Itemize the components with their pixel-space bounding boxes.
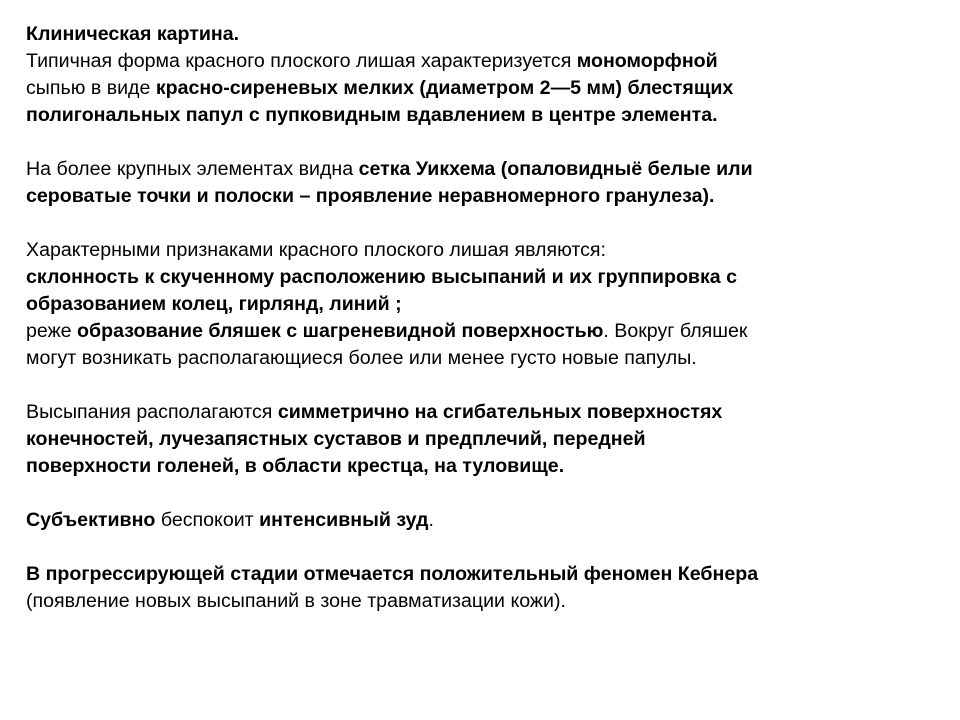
text-run: сыпью в виде [26, 77, 156, 99]
slide-content [26, 21, 926, 615]
paragraph-1-line-1 [26, 48, 926, 75]
text-run: На более крупных элементах видна [26, 158, 359, 180]
paragraph-4-line-2 [26, 426, 926, 453]
heading-text: Клиническая картина. [26, 23, 240, 45]
text-run: . Вокруг бляшек [603, 320, 748, 342]
paragraph-gap [26, 129, 926, 156]
paragraph-gap [26, 534, 926, 561]
bold-run: склонность к скученному расположению высыпаний и их группировка с [26, 266, 737, 288]
bold-run: поверхности голеней, в области крестца, на туловище. [26, 455, 565, 477]
text-run: Характерными признаками красного плоского лишая являются: [26, 239, 606, 261]
text-run: Типичная форма красного плоского лишая характеризуется [26, 50, 577, 72]
paragraph-5-line-1 [26, 507, 926, 534]
bold-run: образование бляшек с шагреневидной поверхностью [77, 320, 604, 342]
bold-run: сероватые точки и полоски – проявление неравномерного гранулеза). [26, 185, 715, 207]
paragraph-gap [26, 480, 926, 507]
paragraph-2-line-1 [26, 156, 926, 183]
paragraph-1-line-3 [26, 102, 926, 129]
bold-run: красно-сиреневых мелких (диаметром 2—5 мм) блестящих [155, 77, 734, 99]
bold-run: образованием колец, гирлянд, линий ; [26, 293, 402, 315]
bold-run: интенсивный зуд [259, 509, 429, 531]
paragraph-4-line-3 [26, 453, 926, 480]
paragraph-3-line-1 [26, 237, 926, 264]
bold-run: полигональных папул с пупковидным вдавлением в центре элемента. [26, 104, 718, 126]
bold-run: сетка Уикхема (опаловидныё белые или [358, 158, 753, 180]
paragraph-gap [26, 210, 926, 237]
paragraph-2-line-2 [26, 183, 926, 210]
paragraph-6-line-1 [26, 561, 926, 588]
bold-run: симметрично на сгибательных поверхностях [277, 401, 723, 423]
paragraph-3-line-5 [26, 345, 926, 372]
paragraph-1-line-2 [26, 75, 926, 102]
text-run: реже [26, 320, 78, 342]
bold-run: В прогрессирующей стадии отмечается положительный феномен Кебнера [26, 563, 759, 585]
text-run: могут возникать располагающиеся более или менее густо новые папулы. [26, 347, 697, 369]
text-run: беспокоит [155, 509, 260, 531]
paragraph-6-line-2 [26, 588, 926, 615]
text-run: Высыпания располагаются [26, 401, 278, 423]
paragraph-gap [26, 372, 926, 399]
bold-run: конечностей, лучезапястных суставов и предплечий, передней [26, 428, 646, 450]
paragraph-3-line-4 [26, 318, 926, 345]
text-run: . [428, 509, 434, 531]
bold-run: мономорфной [576, 50, 718, 72]
bold-run: Субъективно [26, 509, 156, 531]
slide-heading [26, 21, 926, 48]
paragraph-4-line-1 [26, 399, 926, 426]
paragraph-3-line-2 [26, 264, 926, 291]
paragraph-3-line-3 [26, 291, 926, 318]
text-run: (появление новых высыпаний в зоне травматизации кожи). [26, 590, 566, 612]
